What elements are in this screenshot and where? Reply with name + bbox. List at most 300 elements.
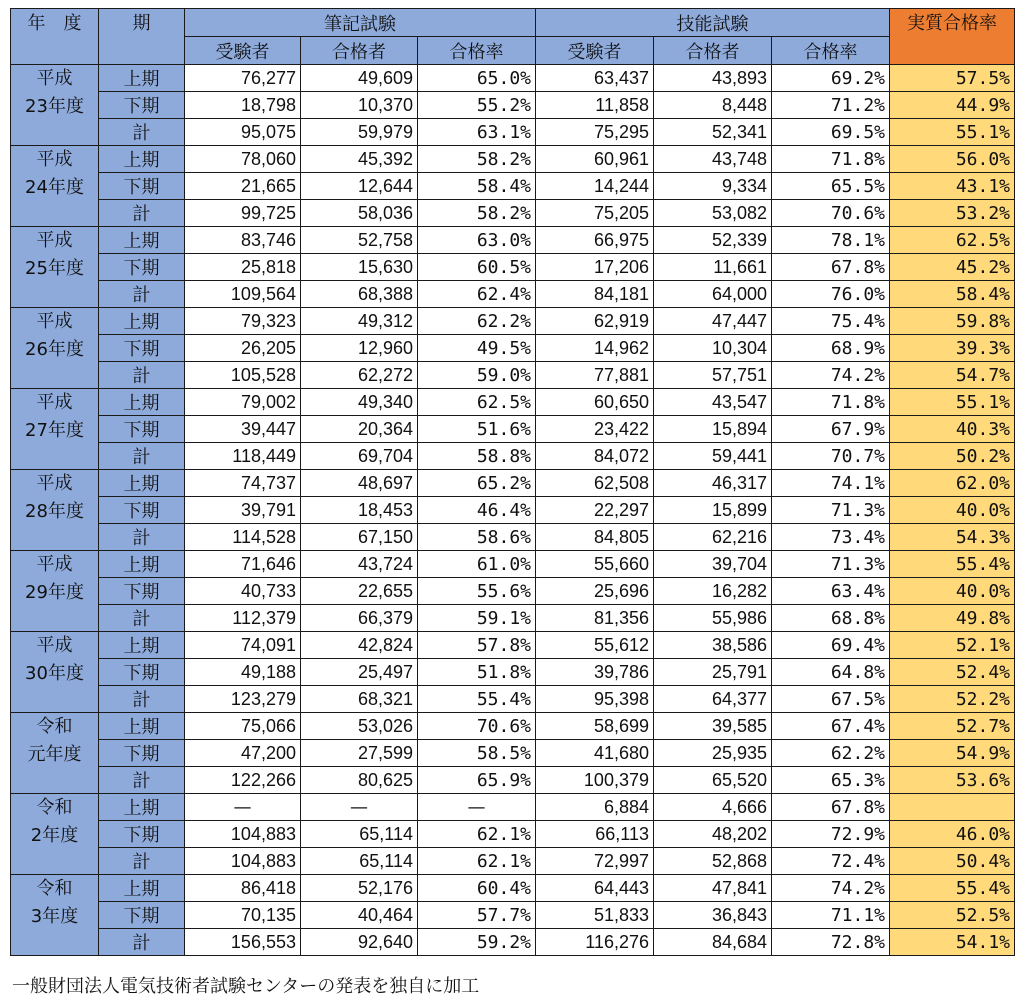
period-cell: 計 xyxy=(99,119,185,146)
cell-real-rate: 45.2% xyxy=(890,254,1015,281)
cell-s-exam: 60,650 xyxy=(536,389,654,416)
cell-s-pass: 8,448 xyxy=(654,92,772,119)
cell-w-exam: 79,323 xyxy=(185,308,301,335)
cell-s-exam: 23,422 xyxy=(536,416,654,443)
cell-s-pass: 84,684 xyxy=(654,929,772,956)
cell-w-exam: 70,135 xyxy=(185,902,301,929)
cell-w-exam: 75,066 xyxy=(185,713,301,740)
cell-real-rate: 53.2% xyxy=(890,200,1015,227)
cell-w-pass: 12,960 xyxy=(301,335,418,362)
year-label xyxy=(11,470,99,551)
cell-w-pass: 92,640 xyxy=(301,929,418,956)
period-cell: 計 xyxy=(99,443,185,470)
period-cell: 下期 xyxy=(99,740,185,767)
cell-s-rate: 67.5% xyxy=(772,686,890,713)
cell-s-exam: 100,379 xyxy=(536,767,654,794)
cell-w-exam: 122,266 xyxy=(185,767,301,794)
year-number: 29年度 xyxy=(25,582,84,603)
cell-s-exam: 51,833 xyxy=(536,902,654,929)
cell-real-rate: 40.0% xyxy=(890,497,1015,524)
cell-w-pass: 52,758 xyxy=(301,227,418,254)
cell-w-pass: 42,824 xyxy=(301,632,418,659)
table-row xyxy=(11,254,1015,281)
cell-w-exam: 25,818 xyxy=(185,254,301,281)
period-cell: 上期 xyxy=(99,713,185,740)
cell-s-rate: 68.8% xyxy=(772,605,890,632)
source-note: 一般財団法人電気技術者試験センターの発表を独自に加工 xyxy=(12,976,480,997)
cell-s-rate: 70.7% xyxy=(772,443,890,470)
year-era: 令和 xyxy=(36,797,73,818)
cell-s-exam: 22,297 xyxy=(536,497,654,524)
cell-s-pass: 64,000 xyxy=(654,281,772,308)
cell-w-rate: 65.2% xyxy=(418,470,536,497)
cell-w-rate: 62.2% xyxy=(418,308,536,335)
cell-s-rate: 74.2% xyxy=(772,362,890,389)
cell-w-rate: 58.5% xyxy=(418,740,536,767)
cell-s-rate: 67.4% xyxy=(772,713,890,740)
cell-real-rate: 55.1% xyxy=(890,119,1015,146)
cell-real-rate: 54.3% xyxy=(890,524,1015,551)
year-label xyxy=(11,551,99,632)
cell-s-pass: 47,841 xyxy=(654,875,772,902)
cell-s-rate: 74.1% xyxy=(772,470,890,497)
cell-s-exam: 55,612 xyxy=(536,632,654,659)
period-cell: 上期 xyxy=(99,308,185,335)
period-cell: 下期 xyxy=(99,335,185,362)
header-written-passers: 合格者 xyxy=(301,37,418,65)
cell-s-rate: 69.4% xyxy=(772,632,890,659)
cell-w-pass: 15,630 xyxy=(301,254,418,281)
cell-real-rate: 57.5% xyxy=(890,65,1015,92)
cell-w-rate: 57.8% xyxy=(418,632,536,659)
year-number: 30年度 xyxy=(25,663,84,684)
cell-s-rate: 74.2% xyxy=(772,875,890,902)
table-row xyxy=(11,659,1015,686)
cell-s-exam: 11,858 xyxy=(536,92,654,119)
cell-s-rate: 72.4% xyxy=(772,848,890,875)
period-cell: 計 xyxy=(99,362,185,389)
cell-s-rate: 63.4% xyxy=(772,578,890,605)
cell-real-rate: 46.0% xyxy=(890,821,1015,848)
table-row xyxy=(11,740,1015,767)
table-row xyxy=(11,713,1015,740)
cell-w-pass: 18,453 xyxy=(301,497,418,524)
cell-real-rate: 55.4% xyxy=(890,875,1015,902)
header-skill-exam: 技能試験 xyxy=(536,9,890,37)
cell-s-pass: 38,586 xyxy=(654,632,772,659)
cell-s-rate: 75.4% xyxy=(772,308,890,335)
cell-s-pass: 59,441 xyxy=(654,443,772,470)
cell-s-rate: 67.8% xyxy=(772,254,890,281)
year-number: 27年度 xyxy=(25,420,84,441)
cell-s-rate: 69.5% xyxy=(772,119,890,146)
cell-real-rate: 54.1% xyxy=(890,929,1015,956)
period-cell: 上期 xyxy=(99,551,185,578)
cell-w-rate: 57.7% xyxy=(418,902,536,929)
cell-real-rate: 50.2% xyxy=(890,443,1015,470)
cell-s-pass: 25,791 xyxy=(654,659,772,686)
header-written-rate: 合格率 xyxy=(418,37,536,65)
cell-w-pass: 59,979 xyxy=(301,119,418,146)
cell-w-pass: — xyxy=(301,794,418,821)
period-cell: 計 xyxy=(99,605,185,632)
cell-w-rate: 62.5% xyxy=(418,389,536,416)
cell-w-pass: 27,599 xyxy=(301,740,418,767)
table-row xyxy=(11,929,1015,956)
year-label xyxy=(11,389,99,470)
cell-s-pass: 53,082 xyxy=(654,200,772,227)
table-row xyxy=(11,767,1015,794)
cell-s-exam: 62,919 xyxy=(536,308,654,335)
cell-real-rate: 58.4% xyxy=(890,281,1015,308)
year-era: 平成 xyxy=(36,635,73,656)
year-number: 23年度 xyxy=(25,96,84,117)
cell-s-pass: 62,216 xyxy=(654,524,772,551)
cell-real-rate: 54.9% xyxy=(890,740,1015,767)
table-row xyxy=(11,605,1015,632)
period-cell: 上期 xyxy=(99,65,185,92)
cell-s-exam: 75,295 xyxy=(536,119,654,146)
year-era: 平成 xyxy=(36,311,73,332)
cell-w-rate: 60.4% xyxy=(418,875,536,902)
cell-w-exam: 18,798 xyxy=(185,92,301,119)
table-row xyxy=(11,173,1015,200)
cell-w-exam: 78,060 xyxy=(185,146,301,173)
year-era: 令和 xyxy=(36,716,73,737)
cell-s-rate: 71.8% xyxy=(772,389,890,416)
cell-s-pass: 43,748 xyxy=(654,146,772,173)
cell-s-pass: 15,894 xyxy=(654,416,772,443)
cell-w-pass: 49,609 xyxy=(301,65,418,92)
cell-s-pass: 39,585 xyxy=(654,713,772,740)
year-number: 3年度 xyxy=(30,906,79,927)
cell-s-rate: 73.4% xyxy=(772,524,890,551)
cell-w-pass: 69,704 xyxy=(301,443,418,470)
year-label xyxy=(11,794,99,875)
year-label xyxy=(11,227,99,308)
cell-w-pass: 80,625 xyxy=(301,767,418,794)
table-row xyxy=(11,821,1015,848)
period-cell: 上期 xyxy=(99,632,185,659)
cell-w-rate: 49.5% xyxy=(418,335,536,362)
year-number: 25年度 xyxy=(25,258,84,279)
header-period: 期 xyxy=(99,9,185,65)
cell-w-pass: 22,655 xyxy=(301,578,418,605)
period-cell: 下期 xyxy=(99,173,185,200)
cell-s-pass: 9,334 xyxy=(654,173,772,200)
table-row xyxy=(11,65,1015,92)
table-row xyxy=(11,200,1015,227)
cell-s-rate: 71.1% xyxy=(772,902,890,929)
header-skill-passers: 合格者 xyxy=(654,37,772,65)
cell-w-rate: 55.4% xyxy=(418,686,536,713)
cell-s-pass: 57,751 xyxy=(654,362,772,389)
header-year: 年 度 xyxy=(11,9,99,65)
cell-w-exam: 39,447 xyxy=(185,416,301,443)
cell-w-exam: 79,002 xyxy=(185,389,301,416)
cell-w-pass: 65,114 xyxy=(301,848,418,875)
cell-s-rate: 68.9% xyxy=(772,335,890,362)
cell-w-exam: 74,737 xyxy=(185,470,301,497)
year-label xyxy=(11,65,99,146)
cell-w-rate: 59.1% xyxy=(418,605,536,632)
cell-s-pass: 25,935 xyxy=(654,740,772,767)
cell-w-rate: 58.8% xyxy=(418,443,536,470)
cell-w-exam: 105,528 xyxy=(185,362,301,389)
cell-w-rate: 58.4% xyxy=(418,173,536,200)
table-row xyxy=(11,632,1015,659)
cell-s-pass: 47,447 xyxy=(654,308,772,335)
year-label xyxy=(11,146,99,227)
cell-real-rate: 55.1% xyxy=(890,389,1015,416)
table-row xyxy=(11,497,1015,524)
period-cell: 上期 xyxy=(99,146,185,173)
cell-w-rate: 51.8% xyxy=(418,659,536,686)
cell-s-exam: 84,805 xyxy=(536,524,654,551)
table-row xyxy=(11,146,1015,173)
period-cell: 計 xyxy=(99,929,185,956)
cell-s-rate: 71.2% xyxy=(772,92,890,119)
cell-s-rate: 78.1% xyxy=(772,227,890,254)
cell-real-rate: 39.3% xyxy=(890,335,1015,362)
cell-s-exam: 60,961 xyxy=(536,146,654,173)
year-era: 平成 xyxy=(36,230,73,251)
cell-s-exam: 63,437 xyxy=(536,65,654,92)
cell-w-pass: 52,176 xyxy=(301,875,418,902)
cell-s-pass: 64,377 xyxy=(654,686,772,713)
table-row xyxy=(11,470,1015,497)
table-row xyxy=(11,227,1015,254)
cell-s-exam: 39,786 xyxy=(536,659,654,686)
year-era: 平成 xyxy=(36,473,73,494)
cell-w-pass: 45,392 xyxy=(301,146,418,173)
cell-w-pass: 10,370 xyxy=(301,92,418,119)
period-cell: 下期 xyxy=(99,578,185,605)
table-row xyxy=(11,389,1015,416)
cell-s-pass: 10,304 xyxy=(654,335,772,362)
cell-w-rate: — xyxy=(418,794,536,821)
cell-s-exam: 81,356 xyxy=(536,605,654,632)
cell-s-exam: 64,443 xyxy=(536,875,654,902)
cell-w-pass: 49,312 xyxy=(301,308,418,335)
cell-s-rate: 76.0% xyxy=(772,281,890,308)
cell-w-pass: 12,644 xyxy=(301,173,418,200)
cell-w-rate: 62.1% xyxy=(418,821,536,848)
cell-w-exam: 86,418 xyxy=(185,875,301,902)
cell-real-rate: 40.3% xyxy=(890,416,1015,443)
table-row xyxy=(11,578,1015,605)
cell-w-exam: 47,200 xyxy=(185,740,301,767)
cell-w-exam: 76,277 xyxy=(185,65,301,92)
cell-s-exam: 77,881 xyxy=(536,362,654,389)
cell-s-exam: 17,206 xyxy=(536,254,654,281)
cell-s-exam: 14,962 xyxy=(536,335,654,362)
cell-real-rate: 50.4% xyxy=(890,848,1015,875)
cell-w-rate: 58.2% xyxy=(418,146,536,173)
cell-w-exam: 112,379 xyxy=(185,605,301,632)
header-real-pass-rate: 実質合格率 xyxy=(890,9,1015,65)
year-label xyxy=(11,632,99,713)
cell-w-pass: 66,379 xyxy=(301,605,418,632)
header-skill-rate: 合格率 xyxy=(772,37,890,65)
cell-w-pass: 25,497 xyxy=(301,659,418,686)
cell-s-pass: 11,661 xyxy=(654,254,772,281)
period-cell: 上期 xyxy=(99,227,185,254)
table-row xyxy=(11,92,1015,119)
cell-s-rate: 71.3% xyxy=(772,551,890,578)
cell-w-rate: 55.2% xyxy=(418,92,536,119)
cell-w-rate: 55.6% xyxy=(418,578,536,605)
table-row xyxy=(11,551,1015,578)
year-era: 令和 xyxy=(36,878,73,899)
header-skill-examinees: 受験者 xyxy=(536,37,654,65)
year-era: 平成 xyxy=(36,392,73,413)
year-era: 平成 xyxy=(36,149,73,170)
cell-real-rate xyxy=(890,794,1015,821)
table-row xyxy=(11,443,1015,470)
year-label xyxy=(11,308,99,389)
cell-w-exam: 123,279 xyxy=(185,686,301,713)
period-cell: 下期 xyxy=(99,902,185,929)
cell-w-rate: 62.4% xyxy=(418,281,536,308)
cell-s-exam: 25,696 xyxy=(536,578,654,605)
cell-w-exam: 71,646 xyxy=(185,551,301,578)
table-row xyxy=(11,902,1015,929)
cell-w-pass: 68,321 xyxy=(301,686,418,713)
cell-w-exam: 39,791 xyxy=(185,497,301,524)
cell-s-pass: 52,868 xyxy=(654,848,772,875)
year-number: 2年度 xyxy=(30,825,79,846)
cell-real-rate: 53.6% xyxy=(890,767,1015,794)
cell-w-exam: 114,528 xyxy=(185,524,301,551)
cell-s-exam: 6,884 xyxy=(536,794,654,821)
cell-real-rate: 43.1% xyxy=(890,173,1015,200)
cell-s-pass: 39,704 xyxy=(654,551,772,578)
header-written-examinees: 受験者 xyxy=(185,37,301,65)
cell-w-rate: 60.5% xyxy=(418,254,536,281)
cell-s-exam: 84,181 xyxy=(536,281,654,308)
cell-s-rate: 67.9% xyxy=(772,416,890,443)
period-cell: 下期 xyxy=(99,659,185,686)
year-number: 元年度 xyxy=(27,744,82,765)
cell-w-exam: 83,746 xyxy=(185,227,301,254)
table-row xyxy=(11,416,1015,443)
cell-real-rate: 52.1% xyxy=(890,632,1015,659)
cell-s-rate: 70.6% xyxy=(772,200,890,227)
year-label xyxy=(11,875,99,956)
table-row xyxy=(11,335,1015,362)
exam-results-table xyxy=(10,8,1015,956)
cell-s-exam: 66,113 xyxy=(536,821,654,848)
period-cell: 計 xyxy=(99,524,185,551)
cell-w-exam: 99,725 xyxy=(185,200,301,227)
cell-s-exam: 66,975 xyxy=(536,227,654,254)
cell-s-exam: 95,398 xyxy=(536,686,654,713)
cell-s-exam: 41,680 xyxy=(536,740,654,767)
cell-s-rate: 65.5% xyxy=(772,173,890,200)
cell-w-pass: 53,026 xyxy=(301,713,418,740)
cell-w-pass: 20,364 xyxy=(301,416,418,443)
header-written-exam: 筆記試験 xyxy=(185,9,536,37)
cell-s-pass: 65,520 xyxy=(654,767,772,794)
cell-w-rate: 59.2% xyxy=(418,929,536,956)
period-cell: 上期 xyxy=(99,470,185,497)
cell-w-exam: 26,205 xyxy=(185,335,301,362)
year-number: 26年度 xyxy=(25,339,84,360)
cell-real-rate: 59.8% xyxy=(890,308,1015,335)
cell-s-exam: 75,205 xyxy=(536,200,654,227)
table-row xyxy=(11,362,1015,389)
cell-s-rate: 69.2% xyxy=(772,65,890,92)
period-cell: 計 xyxy=(99,848,185,875)
cell-s-pass: 4,666 xyxy=(654,794,772,821)
cell-s-rate: 72.8% xyxy=(772,929,890,956)
table-row xyxy=(11,524,1015,551)
cell-s-exam: 14,244 xyxy=(536,173,654,200)
cell-real-rate: 56.0% xyxy=(890,146,1015,173)
cell-s-pass: 52,341 xyxy=(654,119,772,146)
period-cell: 下期 xyxy=(99,254,185,281)
cell-w-exam: 109,564 xyxy=(185,281,301,308)
cell-w-rate: 70.6% xyxy=(418,713,536,740)
cell-w-pass: 68,388 xyxy=(301,281,418,308)
year-label xyxy=(11,713,99,794)
cell-real-rate: 52.4% xyxy=(890,659,1015,686)
period-cell: 下期 xyxy=(99,497,185,524)
cell-real-rate: 62.0% xyxy=(890,470,1015,497)
cell-w-rate: 59.0% xyxy=(418,362,536,389)
year-number: 24年度 xyxy=(25,177,84,198)
cell-real-rate: 52.7% xyxy=(890,713,1015,740)
year-era: 平成 xyxy=(36,68,73,89)
cell-w-exam: 104,883 xyxy=(185,821,301,848)
cell-real-rate: 52.5% xyxy=(890,902,1015,929)
cell-real-rate: 62.5% xyxy=(890,227,1015,254)
period-cell: 上期 xyxy=(99,794,185,821)
cell-s-rate: 64.8% xyxy=(772,659,890,686)
cell-real-rate: 55.4% xyxy=(890,551,1015,578)
cell-w-rate: 58.6% xyxy=(418,524,536,551)
cell-w-exam: 95,075 xyxy=(185,119,301,146)
cell-w-exam: 49,188 xyxy=(185,659,301,686)
period-cell: 計 xyxy=(99,767,185,794)
cell-w-exam: 21,665 xyxy=(185,173,301,200)
period-cell: 計 xyxy=(99,686,185,713)
cell-w-pass: 48,697 xyxy=(301,470,418,497)
cell-w-pass: 62,272 xyxy=(301,362,418,389)
cell-w-rate: 46.4% xyxy=(418,497,536,524)
cell-w-rate: 58.2% xyxy=(418,200,536,227)
cell-s-rate: 72.9% xyxy=(772,821,890,848)
table-row xyxy=(11,794,1015,821)
cell-s-rate: 65.3% xyxy=(772,767,890,794)
cell-s-exam: 58,699 xyxy=(536,713,654,740)
table-row xyxy=(11,308,1015,335)
cell-s-pass: 15,899 xyxy=(654,497,772,524)
period-cell: 下期 xyxy=(99,416,185,443)
cell-s-pass: 46,317 xyxy=(654,470,772,497)
cell-w-exam: 104,883 xyxy=(185,848,301,875)
cell-s-exam: 62,508 xyxy=(536,470,654,497)
cell-w-exam: 40,733 xyxy=(185,578,301,605)
cell-s-pass: 48,202 xyxy=(654,821,772,848)
table-row xyxy=(11,281,1015,308)
cell-real-rate: 49.8% xyxy=(890,605,1015,632)
cell-w-rate: 63.0% xyxy=(418,227,536,254)
period-cell: 上期 xyxy=(99,389,185,416)
cell-w-rate: 65.0% xyxy=(418,65,536,92)
cell-w-exam: 156,553 xyxy=(185,929,301,956)
